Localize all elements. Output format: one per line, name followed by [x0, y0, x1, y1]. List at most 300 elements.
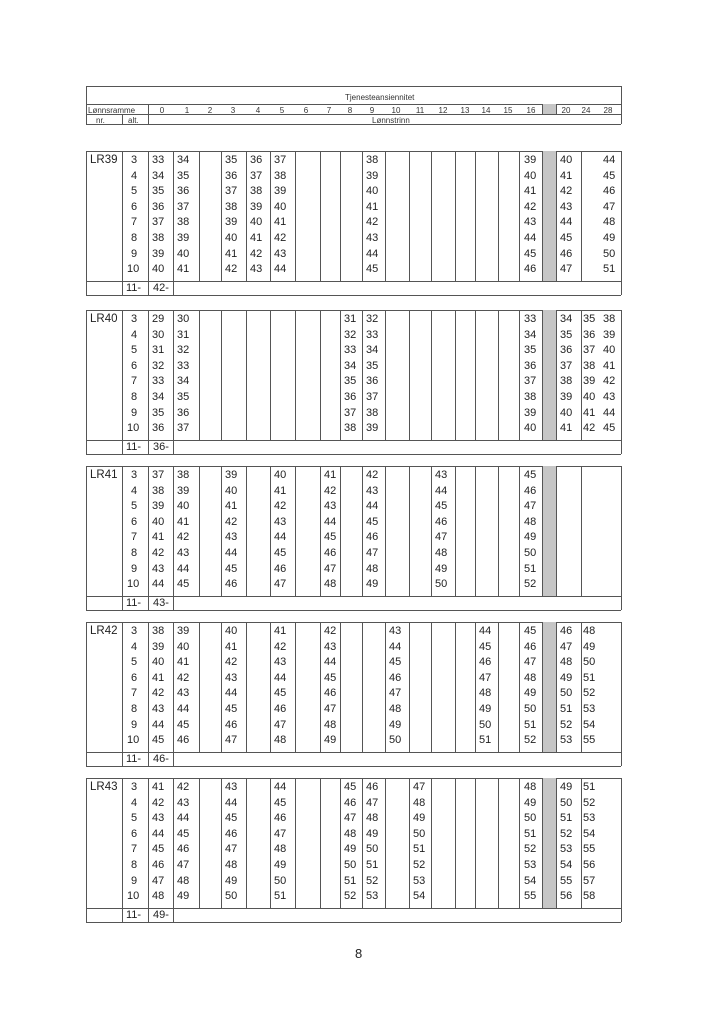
- salary-step-value: 56: [583, 859, 596, 871]
- salary-step-value: 51: [560, 703, 573, 715]
- salary-step-value: 36: [583, 328, 596, 341]
- salary-step-value: 52: [524, 578, 537, 591]
- rule-line: [148, 622, 149, 766]
- salary-step-value: 46: [274, 812, 287, 825]
- table-bottom-line: [86, 922, 621, 923]
- footer-value: 42-: [153, 281, 169, 294]
- salary-step-value: 50: [560, 796, 573, 809]
- alt-value: 5: [131, 500, 138, 513]
- salary-step-value: 51: [583, 671, 596, 684]
- salary-step-value: 37: [344, 406, 357, 419]
- rule-line: [86, 86, 87, 124]
- salary-step-value: 37: [225, 185, 238, 198]
- salary-step-value: 47: [389, 687, 402, 700]
- salary-step-value: 51: [524, 718, 537, 731]
- footer-value: 36-: [153, 440, 169, 453]
- salary-step-value: 37: [560, 359, 573, 372]
- salary-step-value: 53: [560, 843, 573, 856]
- salary-step-value: 45: [225, 703, 238, 715]
- salary-step-value: 39: [366, 422, 379, 435]
- footer-alt: 11-: [126, 281, 142, 294]
- salary-step-value: 53: [366, 890, 379, 903]
- salary-step-value: 38: [274, 169, 287, 182]
- salary-step-value: 41: [274, 216, 287, 229]
- column-divider: [246, 778, 247, 908]
- salary-step-value: 35: [524, 344, 537, 357]
- salary-step-value: 39: [603, 328, 616, 341]
- salary-step-value: 38: [225, 200, 238, 213]
- column-divider: [270, 310, 271, 440]
- salary-step-value: 44: [177, 812, 190, 825]
- salary-step-value: 47: [413, 781, 426, 793]
- column-divider: [409, 151, 410, 281]
- alt-value: 3: [131, 625, 138, 637]
- salary-step-value: 40: [225, 484, 238, 497]
- salary-step-value: 47: [274, 718, 287, 731]
- salary-step-value: 48: [225, 859, 238, 871]
- salary-step-value: 50: [479, 718, 492, 731]
- year-label: 4: [255, 106, 261, 115]
- salary-step-value: 42: [177, 781, 190, 793]
- salary-step-value: 45: [177, 578, 190, 591]
- table-top-line: [86, 622, 621, 623]
- salary-step-value: 38: [560, 375, 573, 388]
- salary-step-value: 46: [560, 625, 573, 637]
- alt-value: 8: [131, 232, 138, 244]
- salary-step-value: 49: [560, 781, 573, 793]
- alt-value: 7: [131, 375, 138, 388]
- column-divider: [475, 310, 476, 440]
- salary-step-value: 42: [274, 232, 287, 244]
- salary-step-value: 47: [344, 812, 357, 825]
- salary-step-value: 31: [152, 344, 165, 357]
- column-divider: [173, 466, 174, 596]
- salary-step-value: 44: [603, 406, 616, 419]
- salary-step-value: 50: [435, 578, 448, 591]
- column-divider: [519, 466, 520, 596]
- salary-step-value: 43: [324, 640, 337, 653]
- salary-step-value: 47: [324, 562, 337, 575]
- alt-value: 5: [131, 344, 138, 357]
- salary-step-value: 42: [524, 200, 537, 213]
- salary-step-value: 33: [344, 344, 357, 357]
- salary-step-value: 43: [274, 656, 287, 669]
- salary-step-value: 46: [366, 531, 379, 544]
- salary-step-value: 42: [560, 185, 573, 198]
- salary-step-value: 43: [250, 263, 263, 276]
- salary-step-value: 39: [177, 484, 190, 497]
- salary-step-value: 38: [366, 406, 379, 419]
- salary-step-value: 43: [366, 484, 379, 497]
- column-divider: [385, 310, 386, 440]
- column-divider: [498, 778, 499, 908]
- salary-step-value: 54: [583, 827, 596, 840]
- salary-step-value: 47: [366, 796, 379, 809]
- column-divider: [199, 778, 200, 908]
- salary-step-value: 42: [225, 515, 238, 528]
- rule-line: [86, 86, 621, 87]
- salary-step-value: 46: [524, 640, 537, 653]
- footer-alt: 11-: [126, 596, 142, 609]
- table-top-line: [86, 778, 621, 779]
- table-top-line: [86, 151, 621, 152]
- salary-step-value: 40: [524, 169, 537, 182]
- salary-step-value: 45: [603, 422, 616, 435]
- salary-step-value: 40: [274, 200, 287, 213]
- footer-alt: 11-: [126, 440, 142, 453]
- column-divider: [431, 778, 432, 908]
- salary-step-value: 45: [479, 640, 492, 653]
- salary-step-value: 33: [366, 328, 379, 341]
- salary-step-value: 49: [344, 843, 357, 856]
- salary-step-value: 36: [344, 391, 357, 403]
- salary-step-value: 38: [603, 313, 616, 325]
- salary-step-value: 34: [344, 359, 357, 372]
- salary-step-value: 44: [177, 703, 190, 715]
- column-divider: [581, 622, 582, 752]
- footer-alt: 11-: [126, 752, 142, 765]
- salary-step-value: 43: [603, 391, 616, 403]
- year-label: 14: [481, 106, 491, 115]
- salary-step-value: 41: [225, 640, 238, 653]
- year-label: 15: [503, 106, 513, 115]
- salary-step-value: 45: [225, 562, 238, 575]
- rule-line: [122, 778, 123, 922]
- salary-step-value: 44: [324, 656, 337, 669]
- alt-value: 6: [131, 515, 138, 528]
- salary-step-value: 30: [152, 328, 165, 341]
- salary-step-value: 43: [435, 469, 448, 481]
- rule-line: [621, 778, 622, 922]
- table-bottom-line: [86, 295, 621, 296]
- salary-step-value: 41: [177, 515, 190, 528]
- rule-line: [86, 778, 87, 922]
- salary-step-value: 50: [413, 827, 426, 840]
- salary-step-value: 46: [435, 515, 448, 528]
- shaded-column: [542, 466, 556, 596]
- salary-step-value: 47: [524, 500, 537, 513]
- salary-step-value: 50: [389, 734, 402, 747]
- salary-step-value: 38: [152, 625, 165, 637]
- rule-line: [148, 778, 149, 922]
- salary-step-value: 52: [413, 859, 426, 871]
- rule-line: [148, 151, 149, 295]
- column-divider: [270, 778, 271, 908]
- alt-value: 10: [127, 263, 140, 276]
- salary-step-value: 42: [324, 625, 337, 637]
- column-divider: [519, 151, 520, 281]
- salary-step-value: 49: [524, 796, 537, 809]
- salary-step-value: 33: [177, 359, 190, 372]
- salary-step-value: 41: [250, 232, 263, 244]
- salary-step-value: 35: [583, 313, 596, 325]
- year-label: 12: [438, 106, 448, 115]
- salary-step-value: 42: [177, 671, 190, 684]
- salary-step-value: 45: [344, 781, 357, 793]
- salary-step-value: 42: [250, 247, 263, 260]
- year-label: 28: [603, 106, 613, 115]
- alt-value: 3: [131, 469, 138, 481]
- lonnsramme-name: LR43: [90, 781, 118, 793]
- header-lonnstrinn: Lønnstrinn: [372, 116, 410, 125]
- salary-step-value: 51: [413, 843, 426, 856]
- salary-step-value: 52: [524, 843, 537, 856]
- column-divider: [431, 310, 432, 440]
- salary-step-value: 36: [225, 169, 238, 182]
- salary-step-value: 35: [366, 359, 379, 372]
- column-divider: [295, 310, 296, 440]
- salary-step-value: 51: [560, 812, 573, 825]
- rule-line: [621, 151, 622, 295]
- salary-step-value: 43: [177, 796, 190, 809]
- salary-step-value: 41: [560, 169, 573, 182]
- rule-line: [621, 86, 622, 124]
- salary-step-value: 46: [274, 562, 287, 575]
- salary-step-value: 40: [177, 247, 190, 260]
- salary-step-value: 50: [344, 859, 357, 871]
- year-label: 20: [561, 106, 571, 115]
- alt-value: 10: [127, 422, 140, 435]
- rule-line: [542, 466, 543, 596]
- salary-step-value: 48: [389, 703, 402, 715]
- salary-step-value: 57: [583, 874, 596, 887]
- salary-step-value: 41: [152, 671, 165, 684]
- salary-step-value: 43: [225, 671, 238, 684]
- salary-step-value: 39: [366, 169, 379, 182]
- column-divider: [295, 466, 296, 596]
- year-label: 1: [184, 106, 190, 115]
- salary-step-value: 42: [152, 796, 165, 809]
- year-label: 8: [347, 106, 353, 115]
- footer-value: 46-: [153, 752, 169, 765]
- salary-step-value: 49: [560, 671, 573, 684]
- salary-step-value: 45: [524, 469, 537, 481]
- salary-step-value: 45: [274, 687, 287, 700]
- salary-step-value: 45: [324, 531, 337, 544]
- salary-step-value: 50: [524, 703, 537, 715]
- salary-step-value: 41: [274, 625, 287, 637]
- column-divider: [519, 310, 520, 440]
- footer-value: 43-: [153, 596, 169, 609]
- rule-line: [86, 151, 87, 295]
- column-divider: [409, 778, 410, 908]
- column-divider: [295, 151, 296, 281]
- salary-step-value: 53: [560, 734, 573, 747]
- salary-step-value: 39: [152, 500, 165, 513]
- salary-step-value: 31: [344, 313, 357, 325]
- salary-step-value: 40: [524, 422, 537, 435]
- salary-step-value: 38: [152, 232, 165, 244]
- salary-step-value: 38: [152, 484, 165, 497]
- salary-step-value: 35: [152, 406, 165, 419]
- salary-step-value: 47: [524, 656, 537, 669]
- alt-value: 8: [131, 703, 138, 715]
- salary-step-value: 46: [324, 687, 337, 700]
- column-divider: [409, 310, 410, 440]
- rule-line: [122, 151, 123, 295]
- salary-step-value: 35: [177, 169, 190, 182]
- salary-step-value: 46: [366, 781, 379, 793]
- year-label: 16: [526, 106, 536, 115]
- salary-step-value: 49: [479, 703, 492, 715]
- salary-step-value: 45: [366, 515, 379, 528]
- salary-step-value: 54: [413, 890, 426, 903]
- salary-step-value: 55: [583, 734, 596, 747]
- salary-step-value: 32: [344, 328, 357, 341]
- salary-step-value: 53: [524, 859, 537, 871]
- year-label: 2: [207, 106, 213, 115]
- salary-step-value: 50: [524, 547, 537, 559]
- salary-step-value: 37: [524, 375, 537, 388]
- salary-step-value: 54: [583, 718, 596, 731]
- salary-step-value: 39: [524, 154, 537, 166]
- column-divider: [199, 466, 200, 596]
- column-divider: [431, 466, 432, 596]
- salary-step-value: 43: [524, 216, 537, 229]
- salary-step-value: 33: [524, 313, 537, 325]
- alt-value: 7: [131, 843, 138, 856]
- salary-step-value: 40: [152, 263, 165, 276]
- column-divider: [295, 622, 296, 752]
- alt-value: 3: [131, 781, 138, 793]
- column-divider: [221, 622, 222, 752]
- column-divider: [246, 310, 247, 440]
- salary-step-value: 48: [324, 718, 337, 731]
- salary-step-value: 49: [583, 640, 596, 653]
- table-top-line: [86, 310, 621, 311]
- salary-step-value: 38: [583, 359, 596, 372]
- alt-value: 3: [131, 313, 138, 325]
- alt-value: 10: [127, 578, 140, 591]
- salary-step-value: 48: [366, 562, 379, 575]
- column-divider: [173, 622, 174, 752]
- salary-step-value: 44: [274, 531, 287, 544]
- column-divider: [475, 778, 476, 908]
- column-divider: [340, 466, 341, 596]
- column-divider: [295, 778, 296, 908]
- salary-step-value: 51: [274, 890, 287, 903]
- salary-step-value: 44: [366, 500, 379, 513]
- rule-line: [556, 778, 557, 908]
- salary-step-value: 40: [152, 515, 165, 528]
- rule-line: [86, 124, 621, 125]
- column-divider: [362, 151, 363, 281]
- salary-step-value: 39: [274, 185, 287, 198]
- rule-line: [148, 310, 149, 454]
- salary-step-value: 39: [560, 391, 573, 403]
- salary-step-value: 44: [225, 547, 238, 559]
- salary-step-value: 47: [603, 200, 616, 213]
- column-divider: [173, 778, 174, 908]
- salary-step-value: 41: [366, 200, 379, 213]
- column-divider: [320, 778, 321, 908]
- salary-step-value: 34: [152, 391, 165, 403]
- salary-step-value: 39: [225, 469, 238, 481]
- column-divider: [455, 466, 456, 596]
- salary-step-value: 46: [152, 859, 165, 871]
- salary-step-value: 41: [324, 469, 337, 481]
- alt-value: 6: [131, 827, 138, 840]
- salary-step-value: 40: [560, 154, 573, 166]
- salary-step-value: 45: [603, 169, 616, 182]
- salary-step-value: 48: [524, 781, 537, 793]
- footer-value: 49-: [153, 908, 169, 921]
- salary-step-value: 47: [560, 263, 573, 276]
- salary-step-value: 58: [583, 890, 596, 903]
- salary-step-value: 34: [177, 154, 190, 166]
- alt-value: 7: [131, 216, 138, 229]
- rule-line: [556, 310, 557, 440]
- salary-step-value: 47: [225, 734, 238, 747]
- salary-step-value: 35: [177, 391, 190, 403]
- column-divider: [270, 622, 271, 752]
- column-divider: [455, 310, 456, 440]
- salary-step-value: 45: [324, 671, 337, 684]
- salary-step-value: 49: [366, 578, 379, 591]
- salary-step-value: 44: [152, 578, 165, 591]
- salary-step-value: 53: [413, 874, 426, 887]
- salary-step-value: 42: [366, 469, 379, 481]
- salary-step-value: 52: [524, 734, 537, 747]
- column-divider: [385, 778, 386, 908]
- footer-divider: [173, 281, 174, 295]
- salary-step-value: 34: [152, 169, 165, 182]
- salary-step-value: 40: [152, 656, 165, 669]
- salary-step-value: 46: [225, 578, 238, 591]
- year-label: 6: [303, 106, 309, 115]
- alt-value: 9: [131, 406, 138, 419]
- salary-step-value: 47: [225, 843, 238, 856]
- column-divider: [340, 151, 341, 281]
- salary-step-value: 51: [366, 859, 379, 871]
- salary-step-value: 54: [524, 874, 537, 887]
- salary-step-value: 42: [583, 422, 596, 435]
- salary-step-value: 50: [583, 656, 596, 669]
- rule-line: [542, 104, 543, 114]
- salary-step-value: 41: [603, 359, 616, 372]
- salary-step-value: 49: [603, 232, 616, 244]
- alt-value: 10: [127, 734, 140, 747]
- salary-step-value: 40: [177, 640, 190, 653]
- salary-step-value: 52: [344, 890, 357, 903]
- column-divider: [581, 466, 582, 596]
- header-title: Tjenesteansiennitet: [345, 93, 415, 102]
- salary-step-value: 40: [225, 232, 238, 244]
- salary-step-value: 48: [344, 827, 357, 840]
- salary-step-value: 52: [366, 874, 379, 887]
- salary-step-value: 46: [603, 185, 616, 198]
- salary-step-value: 35: [560, 328, 573, 341]
- lonnsramme-name: LR40: [90, 313, 118, 325]
- page-number: 8: [355, 946, 363, 961]
- salary-step-value: 40: [274, 469, 287, 481]
- salary-step-value: 31: [177, 328, 190, 341]
- salary-step-value: 48: [366, 812, 379, 825]
- column-divider: [362, 466, 363, 596]
- rule-line: [542, 622, 543, 752]
- table-bottom-line: [86, 454, 621, 455]
- salary-step-value: 47: [435, 531, 448, 544]
- salary-step-value: 48: [524, 671, 537, 684]
- column-divider: [455, 778, 456, 908]
- salary-step-value: 37: [152, 216, 165, 229]
- column-divider: [385, 466, 386, 596]
- salary-step-value: 46: [389, 671, 402, 684]
- salary-step-value: 49: [225, 874, 238, 887]
- salary-step-value: 51: [524, 827, 537, 840]
- alt-value: 9: [131, 562, 138, 575]
- salary-step-value: 39: [524, 406, 537, 419]
